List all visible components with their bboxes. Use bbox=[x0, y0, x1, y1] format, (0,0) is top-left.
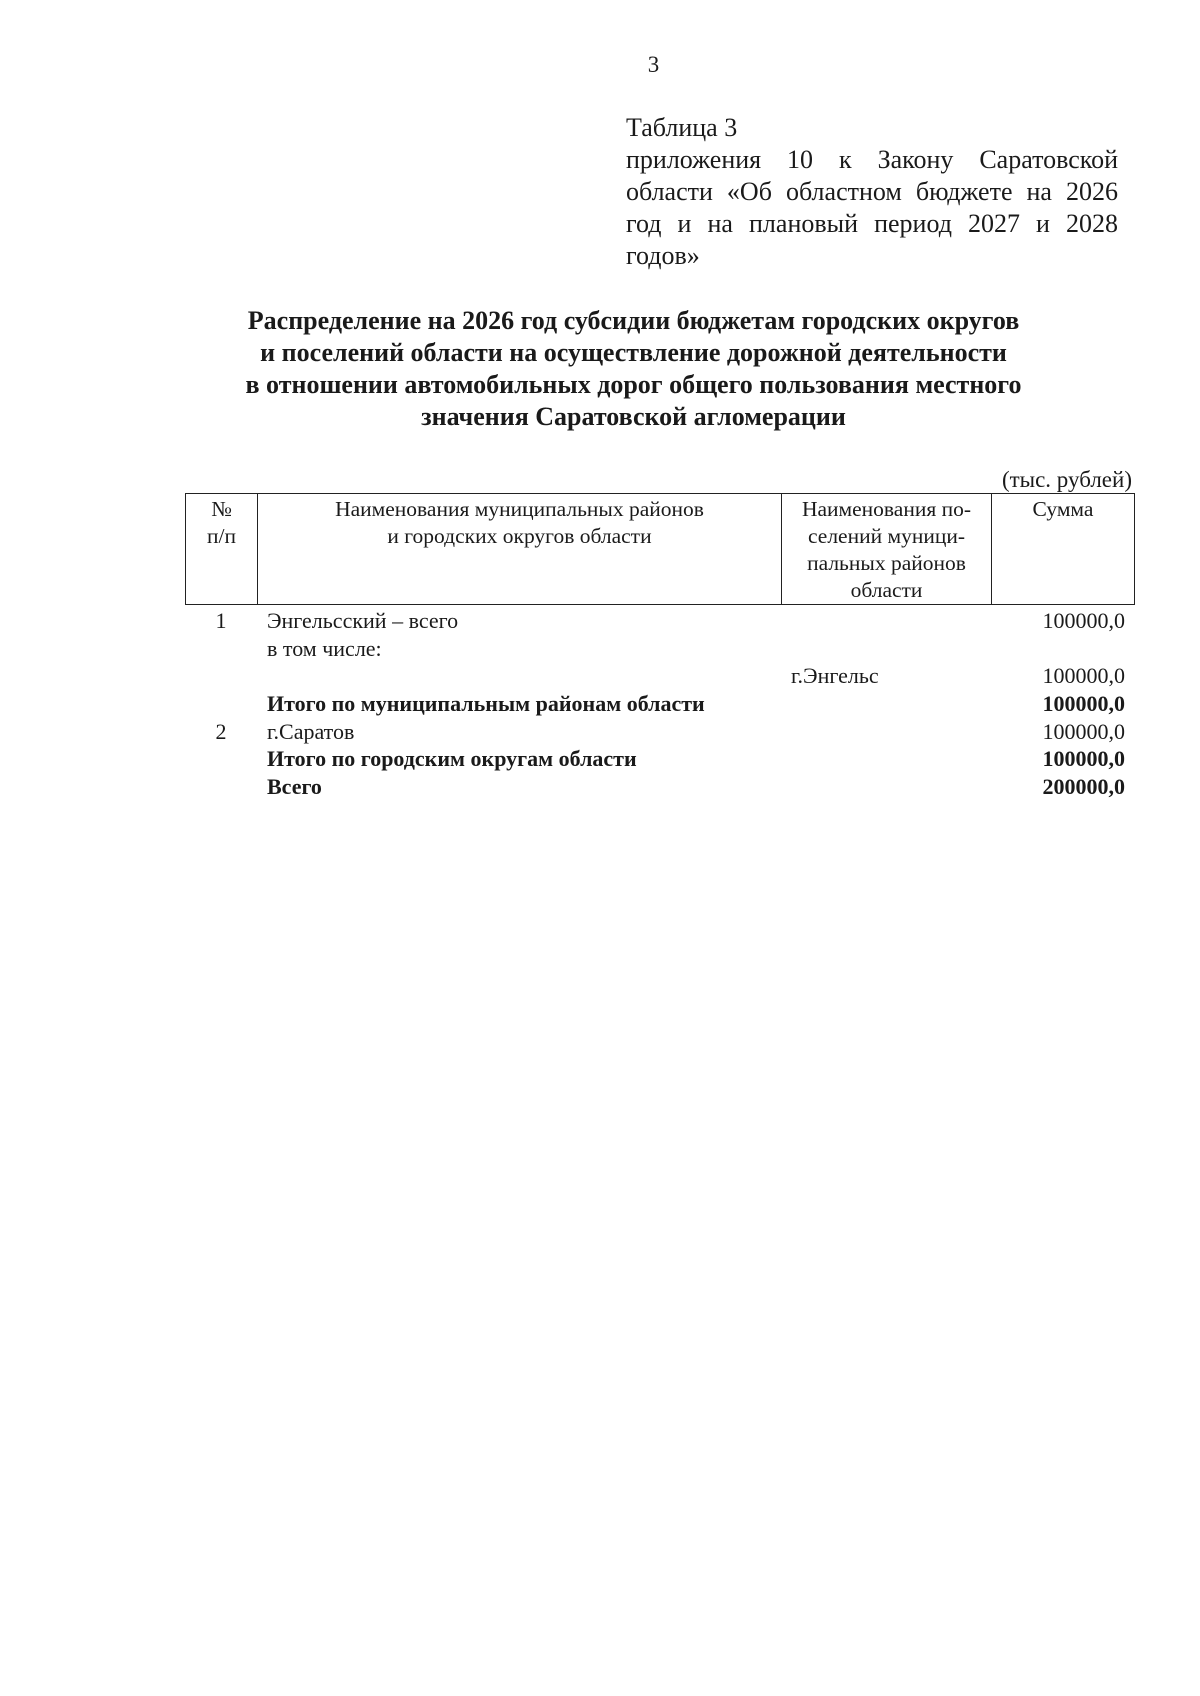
table-body bbox=[185, 607, 1135, 801]
row-amount: 100000,0 bbox=[1042, 691, 1125, 717]
header-number bbox=[186, 494, 258, 604]
table-row bbox=[185, 662, 1135, 690]
table-row bbox=[185, 718, 1135, 746]
row-name: Энгельсский – всего bbox=[267, 608, 459, 633]
document-title bbox=[200, 305, 1067, 433]
header-text: п/п bbox=[207, 524, 236, 548]
title-line: Распределение на 2026 год субсидии бюджетам городских округов bbox=[247, 306, 1020, 335]
row-settlement: г.Энгельс bbox=[791, 663, 879, 689]
table-header bbox=[185, 493, 1135, 605]
header-settlement bbox=[782, 494, 992, 604]
header-text: и городских округов области bbox=[387, 524, 652, 548]
table-reference: Таблица 3 bbox=[626, 113, 738, 142]
header-text: пальных районов bbox=[807, 551, 966, 575]
header-text: селений муници- bbox=[807, 524, 966, 548]
table-row-total bbox=[185, 773, 1135, 801]
header-text: области bbox=[850, 578, 923, 602]
units-label: (тыс. рублей) bbox=[1001, 467, 1132, 492]
row-name: в том числе: bbox=[267, 635, 382, 661]
row-name: Итого по городским округам области bbox=[267, 746, 637, 772]
law-reference: приложения 10 к Закону Саратовской области «Об областном бюджете на 2026 год и на плановый период 2027 и 2028 годов» bbox=[626, 145, 1118, 270]
row-name: Всего bbox=[267, 774, 322, 800]
header-amount bbox=[992, 494, 1134, 604]
header-district bbox=[258, 494, 782, 604]
row-number: 1 bbox=[215, 608, 227, 633]
row-amount: 200000,0 bbox=[1042, 774, 1125, 800]
table-row-subtotal bbox=[185, 690, 1135, 718]
header-text: № bbox=[211, 497, 232, 521]
row-amount: 100000,0 bbox=[1042, 663, 1125, 689]
row-number: 2 bbox=[215, 718, 227, 744]
header-text: Сумма bbox=[1032, 497, 1094, 521]
header-text: Наименования муниципальных районов bbox=[335, 497, 704, 521]
title-line: и поселений области на осуществление дорожной деятельности bbox=[260, 338, 1007, 367]
table-row-subtotal bbox=[185, 745, 1135, 773]
title-line: в отношении автомобильных дорог общего пользования местного bbox=[245, 370, 1022, 399]
row-amount: 100000,0 bbox=[1042, 608, 1125, 633]
table-row bbox=[185, 607, 1135, 635]
row-amount: 100000,0 bbox=[1042, 746, 1125, 772]
table-row bbox=[185, 635, 1135, 663]
row-amount: 100000,0 bbox=[1042, 718, 1125, 744]
header-text: Наименования по- bbox=[801, 497, 972, 521]
title-line: значения Саратовской агломерации bbox=[421, 402, 846, 431]
row-name: Итого по муниципальным районам области bbox=[267, 691, 705, 717]
row-name: г.Саратов bbox=[267, 718, 355, 744]
page-number: 3 bbox=[647, 52, 660, 77]
